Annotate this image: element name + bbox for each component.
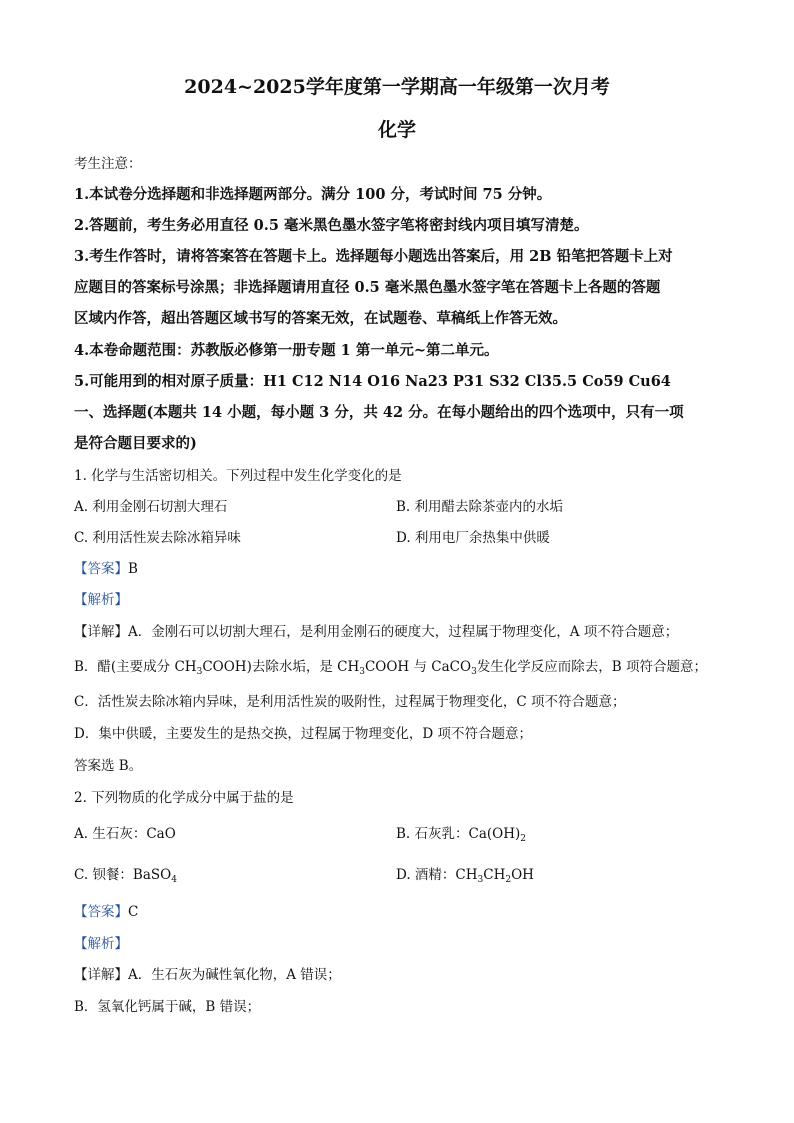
q1-option-c: C. 利用活性炭去除冰箱异味 [74,530,241,546]
option-d-part-2: CH [483,867,506,883]
section-heading: 一、选择题(本题共 14 小题，每小题 3 分，共 42 分。在每小题给出的四个选项中，只有一项 [74,404,684,421]
subscript: 3 [477,875,484,885]
q2-detail-a [74,963,341,983]
analysis-tag: 【解析】 [74,936,128,952]
notice-item-1: 1.本试卷分选择题和非选择题两部分。满分 100 分，考试时间 75 分钟。 [74,186,552,203]
notice-heading: 考生注意： [74,156,142,172]
detail-b-part-4: 发生化学反应而除去，B 项符合题意； [476,659,708,675]
option-d-part-3: OH [511,867,534,883]
q1-option-d: D. 利用电厂余热集中供暖 [396,530,550,546]
q2-option-d [396,863,534,885]
question-2-stem: 2. 下列物质的化学成分中属于盐的是 [74,790,294,806]
notice-item-3-cont: 应题目的答案标号涂黑；非选择题请用直径 0.5 毫米黑色墨水签字笔在答题卡上各题的答题 [74,279,661,296]
notice-item-2: 2.答题前，考生务必用直径 0.5 毫米黑色墨水签字笔将密封线内项目填写清楚。 [74,217,589,234]
question-1-stem: 1. 化学与生活密切相关。下列过程中发生化学变化的是 [74,468,402,484]
answer-value: C [128,904,139,920]
detail-text: A．生石灰为碱性氧化物，A 错误； [128,967,341,983]
q2-answer [74,900,138,920]
notice-item-3-cont2: 区域内作答，超出答题区域书写的答案无效，在试题卷、草稿纸上作答无效。 [74,310,567,327]
q2-option-b [396,822,526,844]
notice-item-4: 4.本卷命题范围：苏教版必修第一册专题 1 第一单元~第二单元。 [74,342,499,359]
subscript: 2 [505,875,512,885]
subscript: 3 [359,667,365,677]
q1-option-a: A. 利用金刚石切割大理石 [74,499,228,515]
subscript: 3 [471,667,477,677]
detail-b-part-1: B．醋(主要成分 CH [74,659,197,675]
detail-text: A．金刚石可以切割大理石，是利用金刚石的硬度大，过程属于物理变化，A 项不符合题意； [128,624,679,640]
detail-tag: 【详解】 [74,624,128,640]
option-d-part-1: D. 酒精：CH [396,867,478,883]
q1-detail-d: D．集中供暖，主要发生的是热交换，过程属于物理变化，D 项不符合题意； [74,726,532,742]
q1-detail-c: C．活性炭去除冰箱内异味，是利用活性炭的吸附性，过程属于物理变化，C 项不符合题意； [74,694,626,710]
detail-tag: 【详解】 [74,967,128,983]
q1-answer [74,557,138,577]
q2-option-c [74,863,177,885]
subject-title: 化学 [377,119,416,141]
answer-value: B [128,561,138,577]
detail-b-part-2: COOH)去除水垢，是 CH [202,659,360,675]
detail-b-part-3: COOH 与 CaCO [364,659,472,675]
exam-title: 2024~2025学年度第一学期高一年级第一次月考 [184,76,610,98]
answer-tag: 【答案】 [74,904,128,920]
analysis-tag: 【解析】 [74,592,128,608]
q1-conclusion: 答案选 B。 [74,758,143,774]
q1-option-b: B. 利用醋去除茶壶内的水垢 [396,499,564,515]
q2-detail-b: B．氢氧化钙属于碱，B 错误； [74,999,261,1015]
section-heading-cont: 是符合题目要求的) [74,435,197,452]
notice-item-3: 3.考生作答时，请将答案答在答题卡上。选择题每小题选出答案后，用 2B 铅笔把答题卡上对 [74,248,673,265]
notice-item-5: 5.可能用到的相对原子质量：H1 C12 N14 O16 Na23 P31 S32 Cl35.5 Co59 Cu64 [74,373,671,390]
q1-analysis-tag [74,588,128,608]
q2-analysis-tag [74,932,128,952]
option-b-text: B. 石灰乳：Ca(OH) [396,826,521,842]
option-c-text: C. 钡餐：BaSO [74,867,172,883]
subscript: 2 [520,834,526,844]
q1-detail-a [74,620,678,640]
q1-detail-b [74,655,707,677]
subscript: 3 [196,667,203,677]
q2-option-a: A. 生石灰：CaO [74,826,176,842]
subscript: 4 [171,875,177,885]
answer-tag: 【答案】 [74,561,128,577]
